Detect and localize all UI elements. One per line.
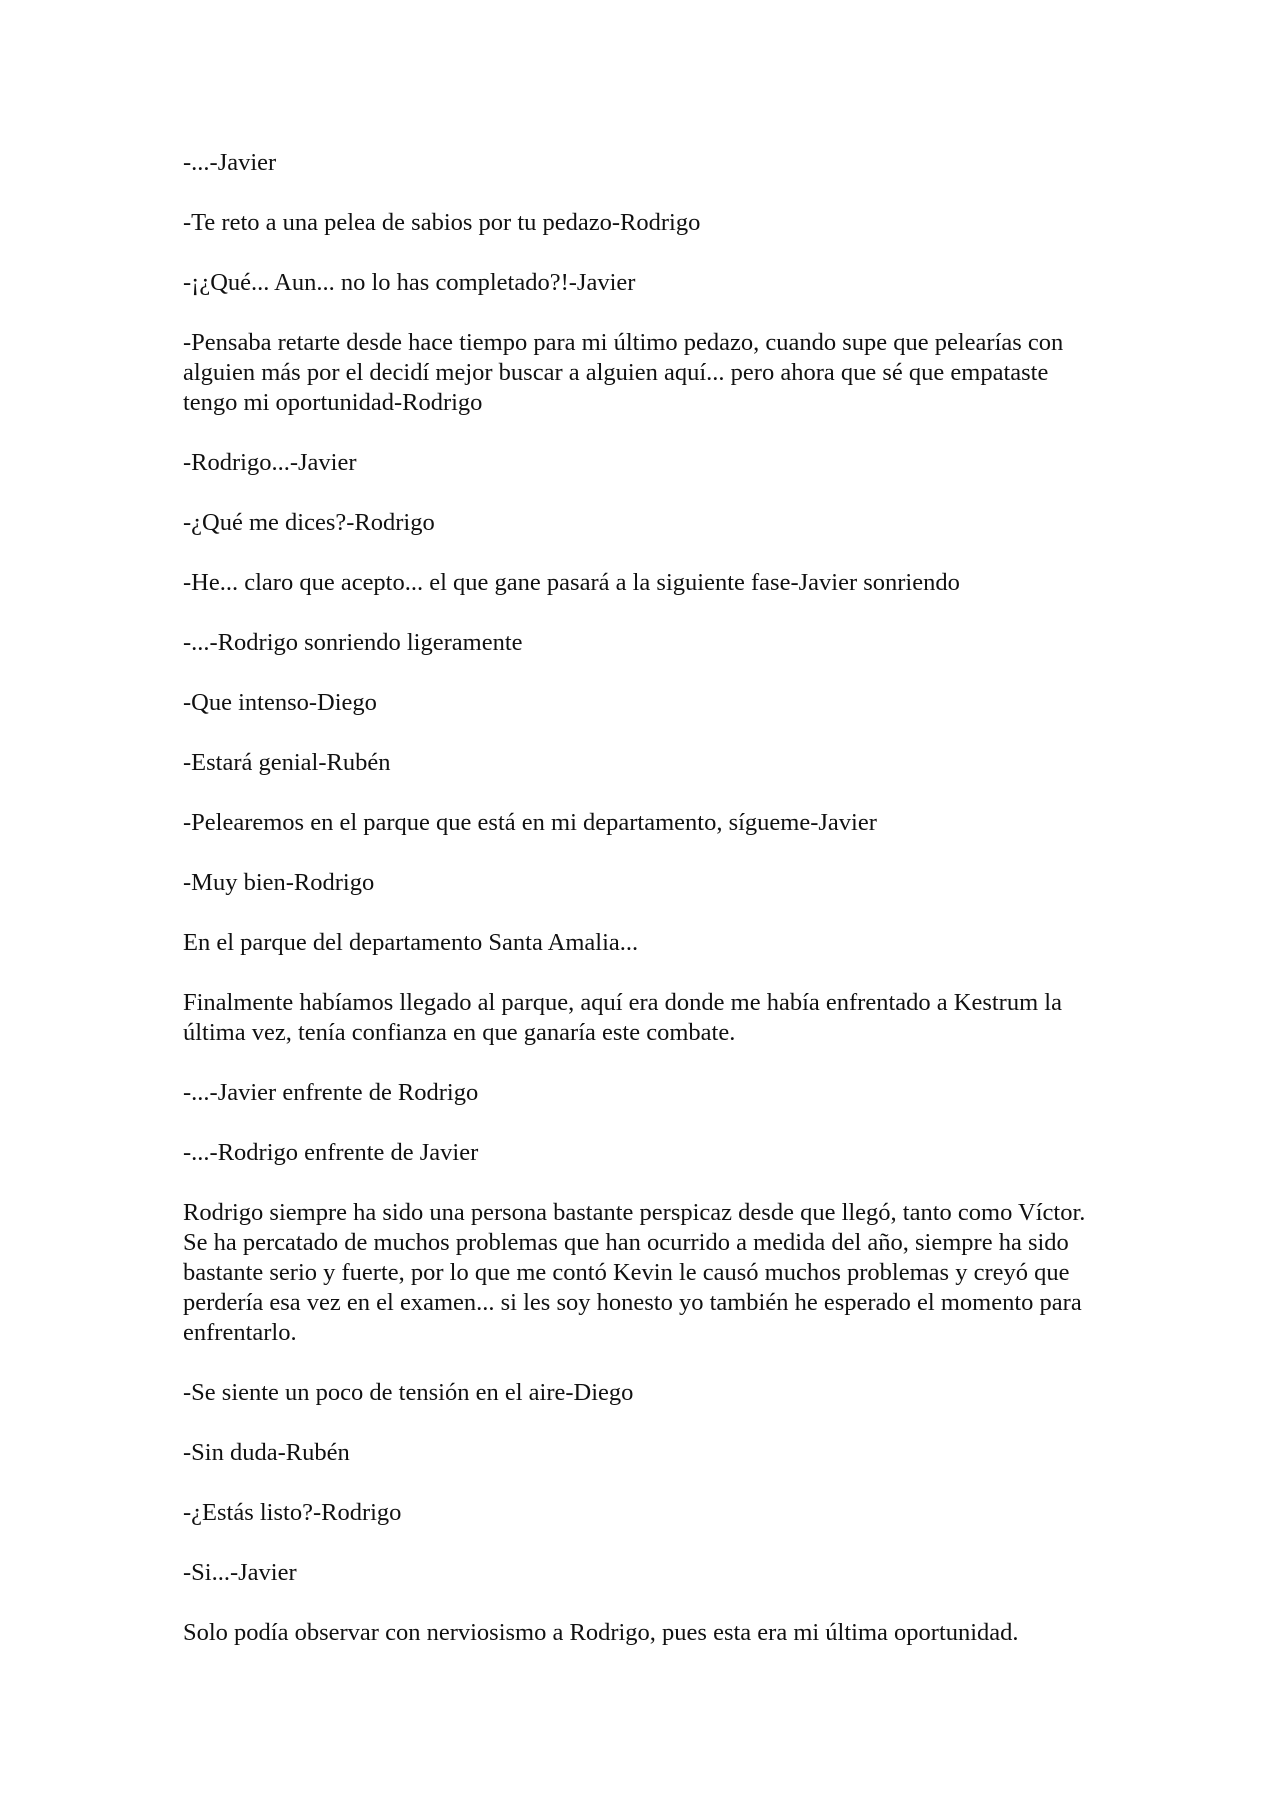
paragraph: -Se siente un poco de tensión en el aire-Diego	[183, 1379, 634, 1406]
paragraph: -...-Rodrigo sonriendo ligeramente	[183, 629, 523, 656]
paragraph: -...-Javier	[183, 149, 277, 176]
paragraph: En el parque del departamento Santa Amalia...	[183, 929, 639, 956]
document-body	[183, 148, 1103, 1678]
paragraph: -Que intenso-Diego	[183, 689, 377, 716]
paragraph: -Sin duda-Rubén	[183, 1439, 350, 1466]
paragraph: -Muy bien-Rodrigo	[183, 869, 375, 896]
paragraph: -Rodrigo...-Javier	[183, 449, 357, 476]
paragraph: -¡¿Qué... Aun... no lo has completado?!-Javier	[183, 269, 636, 296]
paragraph: Solo podía observar con nerviosismo a Rodrigo, pues esta era mi última oportunidad.	[183, 1619, 1019, 1646]
paragraph: -He... claro que acepto... el que gane pasará a la siguiente fase-Javier sonriendo	[183, 569, 960, 596]
paragraph: -Pensaba retarte desde hace tiempo para mi último pedazo, cuando supe que pelearías con alguien más por el decidí mejor buscar a alguien aquí... pero ahora que sé que empataste tengo mi oportunidad-Rodrigo	[183, 329, 1064, 416]
paragraph: -Estará genial-Rubén	[183, 749, 391, 776]
paragraph: -Pelearemos en el parque que está en mi departamento, sígueme-Javier	[183, 809, 877, 836]
paragraph: -¿Estás listo?-Rodrigo	[183, 1499, 402, 1526]
paragraph: -Si...-Javier	[183, 1559, 297, 1586]
paragraph: -Te reto a una pelea de sabios por tu pedazo-Rodrigo	[183, 209, 701, 236]
paragraph: Finalmente habíamos llegado al parque, aquí era donde me había enfrentado a Kestrum la última vez, tenía confianza en que ganaría este combate.	[183, 989, 1062, 1046]
paragraph: Rodrigo siempre ha sido una persona bastante perspicaz desde que llegó, tanto como Víctor. Se ha percatado de muchos problemas que han ocurrido a medida del año, siempre ha sido bastante serio y fuerte, por lo que me contó Kevin le causó muchos problemas y creyó que perdería esa vez en el examen... si les soy honesto yo también he esperado el momento para enfrentarlo.	[183, 1199, 1086, 1346]
paragraph: -¿Qué me dices?-Rodrigo	[183, 509, 435, 536]
paragraph: -...-Rodrigo enfrente de Javier	[183, 1139, 479, 1166]
paragraph: -...-Javier enfrente de Rodrigo	[183, 1079, 479, 1106]
